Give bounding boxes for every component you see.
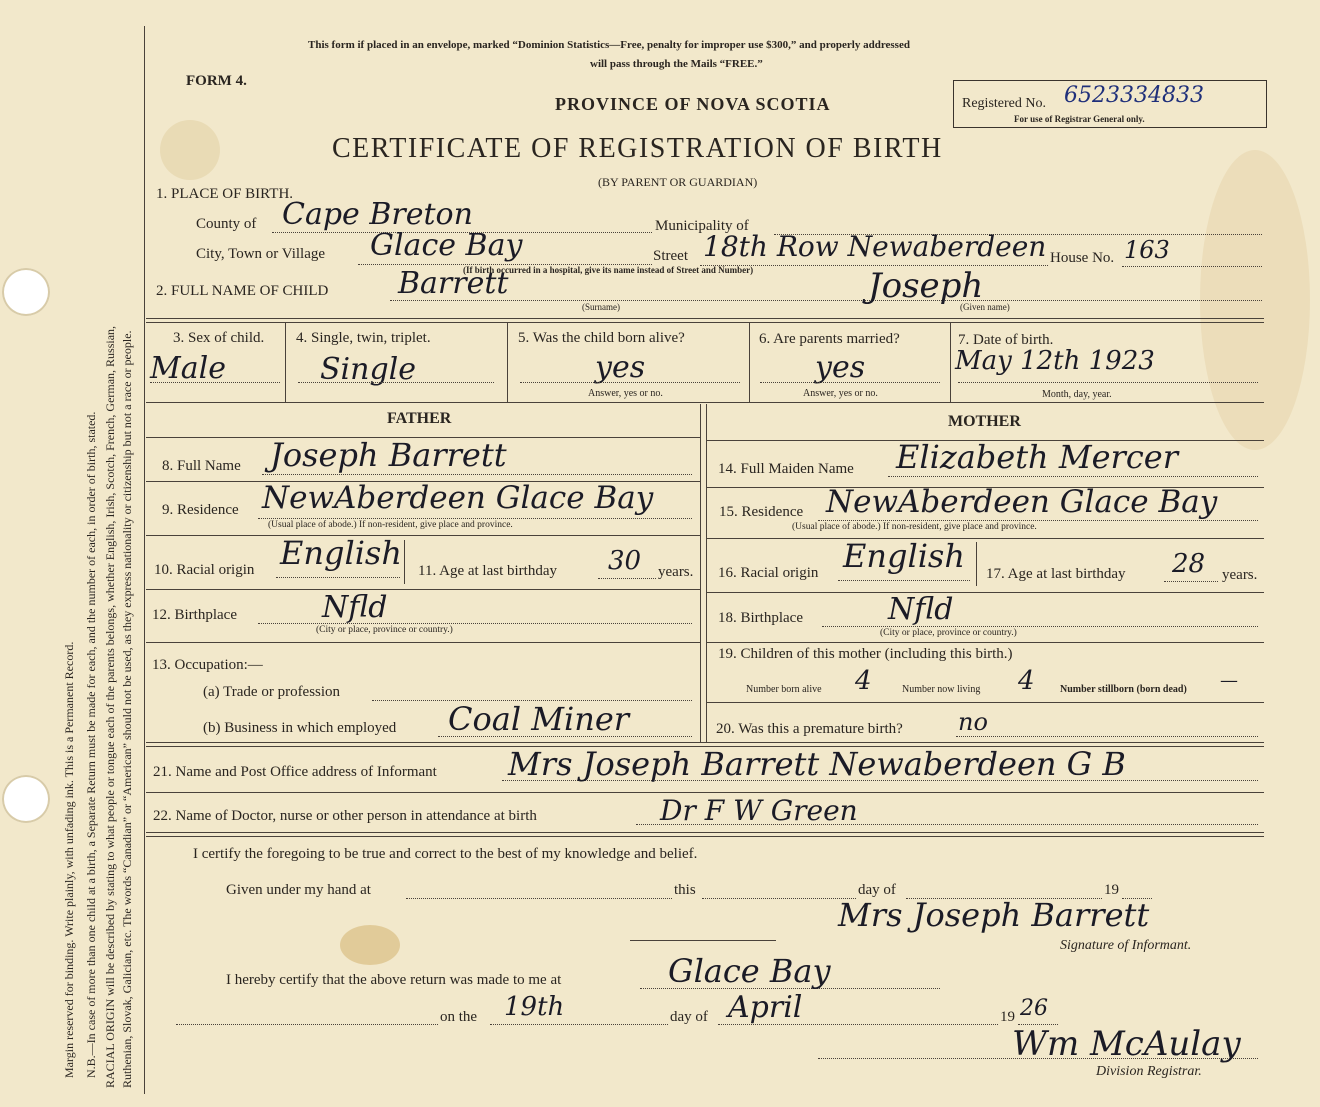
mother-age-label: 17. Age at last birthday — [986, 566, 1126, 582]
mother-racial-origin-label: 16. Racial origin — [718, 565, 819, 581]
informant-signature-caption: Signature of Informant. — [1060, 938, 1192, 953]
street-value: 18th Row Newaberdeen — [703, 230, 1047, 263]
plurality-label: 4. Single, twin, triplet. — [296, 330, 431, 346]
doctor-label: 22. Name of Doctor, nurse or other person in attendance at birth — [153, 808, 537, 824]
registrar-use-note: For use of Registrar General only. — [1014, 114, 1145, 124]
business-label: (b) Business in which employed — [203, 720, 397, 736]
given-under-hand-label: Given under my hand at — [226, 882, 371, 898]
mother-age-unit: years. — [1222, 567, 1258, 583]
margin-instructions-4: Ruthenian, Slovak, Galician, etc. The words “Canadian” or “American” should not be used, as they express nationality or citizenship but not a race or people. — [120, 330, 134, 1088]
date-of-birth-label: 7. Date of birth. — [958, 332, 1054, 348]
registration-month: April — [728, 990, 803, 1025]
mother-birthplace-caption: (City or place, province or country.) — [880, 628, 1017, 638]
municipality-label: Municipality of — [655, 218, 749, 234]
street-label: Street — [653, 248, 688, 264]
parents-married-caption: Answer, yes or no. — [803, 388, 878, 399]
mother-residence-value: NewAberdeen Glace Bay — [826, 484, 1218, 520]
born-alive-label: 5. Was the child born alive? — [518, 330, 685, 346]
hospital-note: (If birth occurred in a hospital, give its name instead of Street and Number) — [463, 265, 754, 275]
city-label: City, Town or Village — [196, 246, 326, 262]
house-number-value: 163 — [1124, 236, 1170, 264]
margin-instructions-1: Margin reserved for binding. Write plainly, with unfading ink. This is a Permanent Record. — [62, 641, 76, 1078]
father-birthplace-caption: (City or place, province or country.) — [316, 625, 453, 635]
premature-birth-label: 20. Was this a premature birth? — [716, 721, 903, 737]
registrar-place: Glace Bay — [668, 952, 831, 990]
on-the-label: on the — [440, 1009, 478, 1025]
trade-label: (a) Trade or profession — [203, 684, 341, 700]
born-alive-count-value: 4 — [855, 666, 872, 696]
informant-signature: Mrs Joseph Barrett — [838, 896, 1150, 934]
binding-hole — [2, 268, 50, 316]
mother-heading: MOTHER — [948, 413, 1021, 430]
registration-day: 19th — [504, 992, 565, 1022]
father-age-value: 30 — [608, 546, 642, 576]
postal-notice-line2: will pass through the Mails “FREE.” — [590, 58, 763, 70]
house-number-label: House No. — [1050, 250, 1115, 266]
province-heading: PROVINCE OF NOVA SCOTIA — [555, 94, 831, 114]
now-living-count-label: Number now living — [902, 684, 981, 695]
certify-statement: I certify the foregoing to be true and correct to the best of my knowledge and belief. — [193, 846, 698, 862]
born-alive-count-label: Number born alive — [746, 684, 822, 695]
plurality-value: Single — [320, 352, 417, 387]
father-name-label: 8. Full Name — [162, 458, 241, 474]
postal-notice-line1: This form if placed in an envelope, marked “Dominion Statistics—Free, penalty for improper use $300,” and properly addressed — [308, 39, 910, 51]
county-label: County of — [196, 216, 257, 232]
page-title: CERTIFICATE OF REGISTRATION OF BIRTH — [332, 133, 943, 164]
father-name-value: Joseph Barrett — [270, 436, 507, 474]
informant-value: Mrs Joseph Barrett Newaberdeen G B — [508, 745, 1126, 783]
mother-residence-label: 15. Residence — [719, 504, 804, 520]
city-value: Glace Bay — [370, 228, 523, 263]
father-birthplace-value: Nfld — [322, 590, 388, 625]
county-value: Cape Breton — [282, 197, 473, 232]
registration-year-prefix: 19 — [1000, 1009, 1015, 1025]
father-age-label: 11. Age at last birthday — [418, 563, 557, 579]
stillborn-count-label: Number stillborn (born dead) — [1060, 684, 1187, 695]
registrar-statement: I hereby certify that the above return was made to me at — [226, 972, 562, 988]
binding-margin-rule — [144, 26, 145, 1094]
father-heading: FATHER — [387, 410, 452, 427]
business-value: Coal Miner — [448, 700, 630, 738]
margin-instructions-2: N.B.—In case of more than one child at a birth, a Separate Return must be made for each, and the number of each, in order of birth, stated. — [84, 411, 98, 1078]
mother-racial-origin-value: English — [843, 537, 965, 575]
mother-birthplace-value: Nfld — [888, 592, 954, 627]
mother-name-label: 14. Full Maiden Name — [718, 461, 854, 477]
parents-married-value: yes — [815, 350, 866, 385]
given-name-caption: (Given name) — [960, 302, 1010, 312]
place-of-birth-heading: 1. PLACE OF BIRTH. — [156, 186, 294, 202]
sex-value: Male — [150, 351, 226, 386]
registrar-signature: Wm McAulay — [1012, 1024, 1241, 1064]
binding-hole — [2, 775, 50, 823]
father-residence-label: 9. Residence — [162, 502, 239, 518]
year-prefix: 19 — [1104, 882, 1119, 898]
born-alive-value: yes — [595, 350, 646, 385]
registered-number: 6523334833 — [1064, 83, 1204, 108]
child-surname-value: Barrett — [398, 266, 509, 301]
mother-age-value: 28 — [1172, 549, 1206, 579]
day-of-label: day of — [858, 882, 896, 898]
father-age-unit: years. — [658, 564, 694, 580]
date-of-birth-caption: Month, day, year. — [1042, 389, 1112, 400]
father-racial-origin-label: 10. Racial origin — [154, 562, 255, 578]
children-of-mother-label: 19. Children of this mother (including this birth.) — [718, 646, 1013, 662]
paper-stain — [160, 120, 220, 180]
father-racial-origin-value: English — [280, 534, 402, 572]
mother-residence-caption: (Usual place of abode.) If non-resident, give place and province. — [792, 522, 1037, 532]
division-registrar-caption: Division Registrar. — [1096, 1064, 1202, 1079]
paper-stain — [340, 925, 400, 965]
mother-name-value: Elizabeth Mercer — [896, 438, 1178, 476]
form-number: FORM 4. — [186, 73, 247, 89]
mother-birthplace-label: 18. Birthplace — [718, 610, 803, 626]
surname-caption: (Surname) — [582, 302, 620, 312]
page-subtitle: (BY PARENT OR GUARDIAN) — [598, 175, 758, 189]
premature-birth-value: no — [958, 708, 988, 736]
date-of-birth-value: May 12th 1923 — [955, 346, 1155, 376]
day-of-label-2: day of — [670, 1009, 708, 1025]
now-living-count-value: 4 — [1018, 666, 1035, 696]
doctor-value: Dr F W Green — [660, 794, 858, 827]
father-birthplace-label: 12. Birthplace — [152, 607, 237, 623]
parents-married-label: 6. Are parents married? — [759, 331, 900, 347]
occupation-label: 13. Occupation:— — [152, 657, 263, 673]
stillborn-count-value: — — [1220, 670, 1238, 691]
child-name-label: 2. FULL NAME OF CHILD — [156, 283, 329, 299]
child-given-name-value: Joseph — [868, 266, 984, 306]
father-residence-caption: (Usual place of abode.) If non-resident, give place and province. — [268, 520, 513, 530]
registered-label: Registered No. — [962, 96, 1046, 111]
informant-label: 21. Name and Post Office address of Informant — [153, 764, 437, 780]
registration-year-suffix: 26 — [1020, 996, 1048, 1021]
born-alive-caption: Answer, yes or no. — [588, 388, 663, 399]
this-label: this — [674, 882, 696, 898]
margin-instructions-3: RACIAL ORIGIN will be described by stating to what people or tongue each of the parents belongs, whether English, Irish, Scotch, French, German, Russian, — [103, 325, 117, 1088]
sex-label: 3. Sex of child. — [173, 330, 265, 346]
registration-number-box — [953, 80, 1267, 128]
father-residence-value: NewAberdeen Glace Bay — [262, 480, 654, 516]
